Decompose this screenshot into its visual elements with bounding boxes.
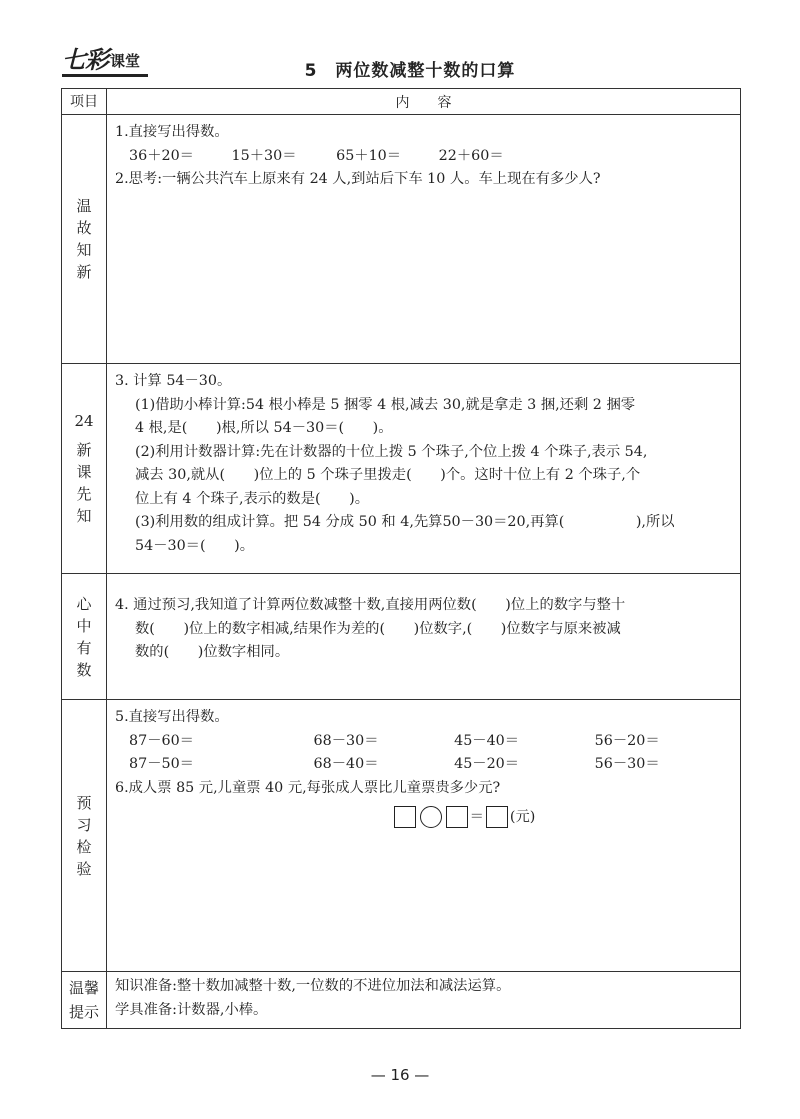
section-label-text: 温故知新 bbox=[76, 197, 92, 281]
calc-item: 68－40＝ bbox=[313, 756, 379, 772]
section-tips bbox=[62, 972, 741, 1029]
calc-item: 15＋30＝ bbox=[231, 147, 297, 164]
section-label bbox=[62, 700, 107, 972]
operator-circle[interactable] bbox=[420, 806, 442, 828]
section-label-text: 预习检验 bbox=[76, 793, 92, 878]
page-number: — 16 — bbox=[370, 1066, 430, 1084]
equals-sign: ＝ bbox=[469, 809, 484, 825]
calc-item: 68－30＝ bbox=[313, 732, 379, 749]
section-know bbox=[62, 574, 741, 700]
side-page-mark: 24 bbox=[74, 411, 94, 430]
section-label bbox=[62, 574, 107, 700]
section-label-line: 温馨 bbox=[68, 979, 99, 997]
section-content bbox=[107, 364, 741, 574]
section-label-text: 新课先知 bbox=[76, 440, 92, 525]
lesson-table bbox=[61, 88, 741, 1029]
section-label bbox=[62, 364, 107, 574]
tip-tools: 学具准备:计数器,小棒。 bbox=[115, 1001, 268, 1018]
question-2: 2.思考:一辆公共汽车上原来有 24 人,到站后下车 10 人。车上现在有多少人? bbox=[115, 171, 601, 187]
calc-item: 22＋60＝ bbox=[438, 147, 504, 164]
section-review bbox=[62, 115, 741, 364]
header-item: 项目 bbox=[62, 89, 107, 115]
section-content bbox=[107, 574, 741, 700]
question-3-part1: (1)借助小棒计算:54 根小棒是 5 捆零 4 根,减去 30,就是拿走 3 捆,还剩 2 捆零 bbox=[135, 396, 636, 413]
question-3: 3. 计算 54－30。 bbox=[115, 373, 232, 389]
calc-item: 65＋10＝ bbox=[336, 147, 402, 164]
unit-label: (元) bbox=[509, 809, 536, 825]
question-4-end: 数的( )位数字相同。 bbox=[135, 644, 290, 660]
header-content: 内 容 bbox=[107, 89, 741, 115]
logo-underline bbox=[62, 74, 148, 77]
question-6: 6.成人票 85 元,儿童票 40 元,每张成人票比儿童票贵多少元? bbox=[115, 779, 501, 796]
section-content bbox=[107, 700, 741, 972]
question-3-part2: (2)利用计数器计算:先在计数器的十位上拨 5 个珠子,个位上拨 4 个珠子,表示 54, bbox=[135, 443, 648, 460]
section-content bbox=[107, 972, 741, 1029]
equation-template bbox=[115, 806, 732, 830]
question-4: 4. 通过预习,我知道了计算两位数减整十数,直接用两位数( )位上的数字与整十 bbox=[115, 597, 626, 613]
calc-item: 45－40＝ bbox=[454, 732, 520, 749]
logo-sub: 课堂 bbox=[110, 52, 141, 70]
answer-box[interactable] bbox=[446, 806, 468, 828]
calc-item: 45－20＝ bbox=[454, 756, 520, 772]
question-3-part2-end: 位上有 4 个珠子,表示的数是( )。 bbox=[135, 490, 370, 507]
answer-box[interactable] bbox=[486, 806, 508, 828]
question-1: 1.直接写出得数。 bbox=[115, 124, 229, 140]
section-new-lesson bbox=[62, 364, 741, 574]
question-3-part3: (3)利用数的组成计算。把 54 分成 50 和 4,先算50－30＝20,再算( ),所以 bbox=[135, 514, 675, 530]
calc-item: 36＋20＝ bbox=[129, 147, 194, 164]
calc-item: 56－20＝ bbox=[594, 732, 660, 749]
section-check bbox=[62, 700, 741, 972]
question-4-cont: 数( )位上的数字相减,结果作为差的( )位数字,( )位数字与原来被减 bbox=[135, 620, 621, 637]
question-5: 5.直接写出得数。 bbox=[115, 709, 229, 725]
section-label bbox=[62, 115, 107, 364]
calc-item: 87－50＝ bbox=[129, 756, 194, 772]
question-3-part2-cont: 减去 30,就从( )位上的 5 个珠子里拨走( )个。这时十位上有 2 个珠子,个 bbox=[135, 467, 641, 483]
section-label bbox=[62, 972, 107, 1029]
logo bbox=[62, 42, 140, 72]
section-label-line: 提示 bbox=[68, 1003, 99, 1021]
answer-box[interactable] bbox=[394, 806, 416, 828]
calc-row bbox=[115, 145, 732, 169]
table-header-row bbox=[62, 89, 741, 115]
calc-item: 87－60＝ bbox=[129, 732, 194, 749]
question-3-part3-cont: 54－30＝( )。 bbox=[135, 537, 255, 554]
page-title: 5 两位数减整十数的口算 bbox=[304, 61, 516, 81]
section-content bbox=[107, 115, 741, 364]
calc-row bbox=[115, 753, 732, 777]
calc-row bbox=[115, 730, 732, 754]
calc-item: 56－30＝ bbox=[594, 756, 660, 772]
tip-knowledge: 知识准备:整十数加减整十数,一位数的不进位加法和减法运算。 bbox=[115, 978, 511, 994]
section-label-text: 心中有数 bbox=[76, 594, 92, 679]
logo-brand: 七彩 bbox=[62, 45, 108, 74]
question-3-part1-cont: 4 根,是( )根,所以 54－30＝( )。 bbox=[135, 420, 393, 436]
